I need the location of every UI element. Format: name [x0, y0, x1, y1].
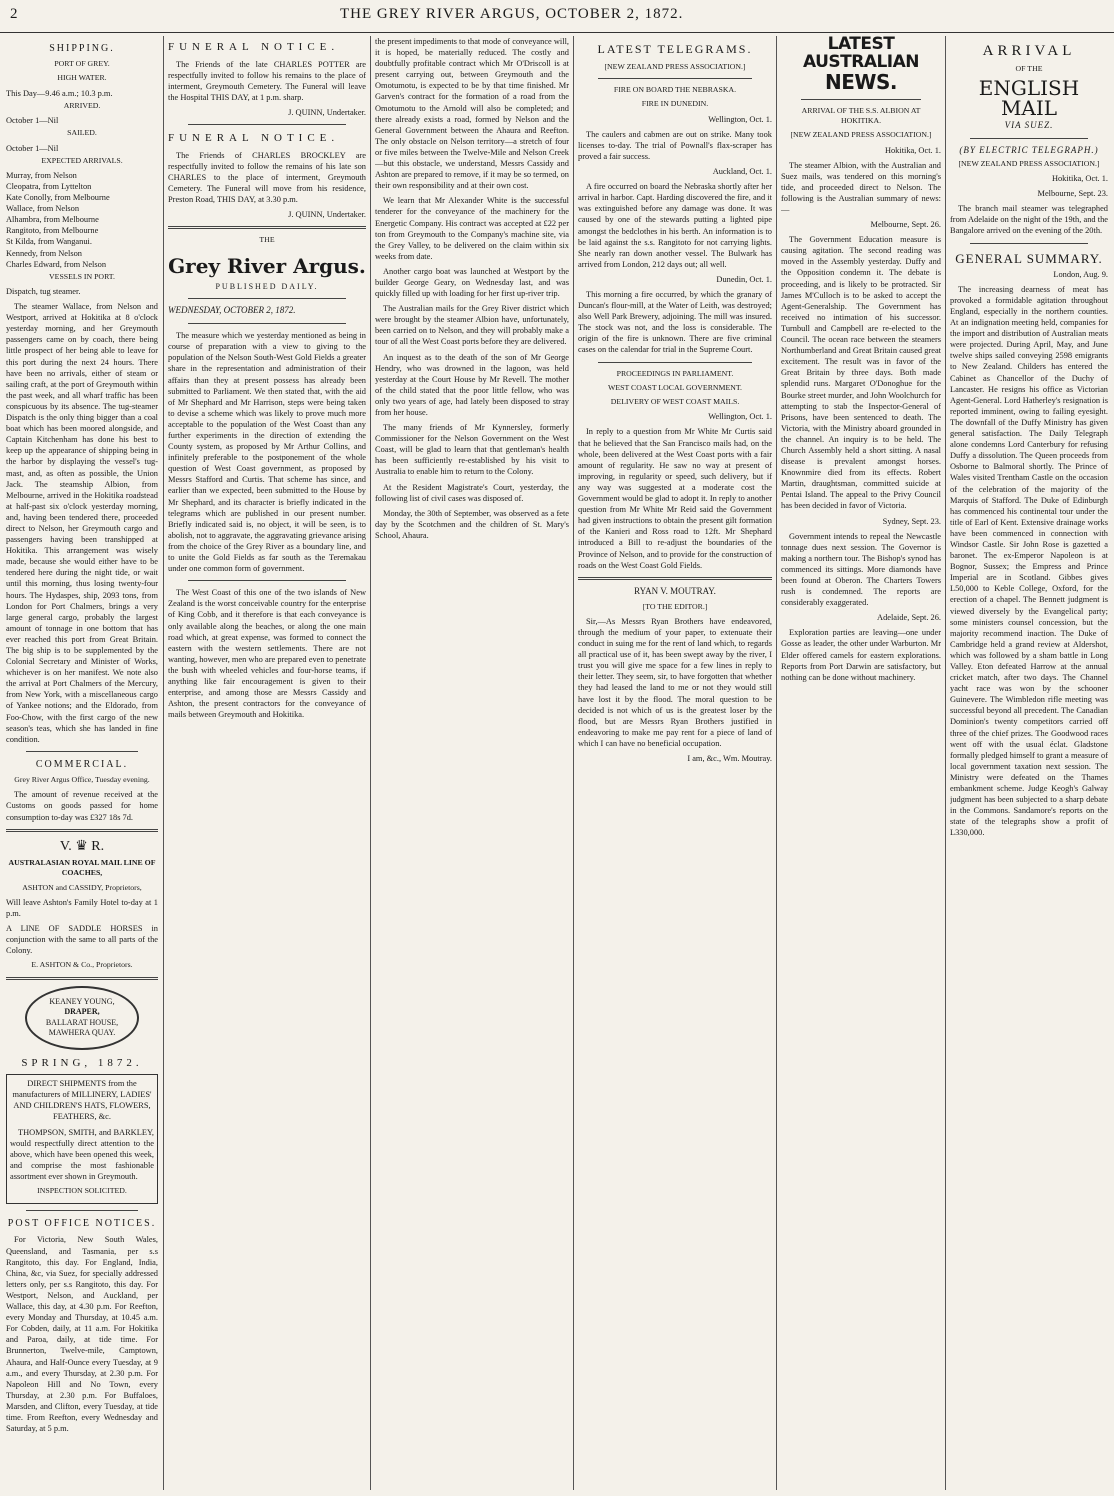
- press-association: [NEW ZEALAND PRESS ASSOCIATION.]: [604, 61, 746, 71]
- expected-item: Charles Edward, from Nelson: [6, 259, 107, 269]
- column-2: [168, 36, 366, 1490]
- stamp-mid2: BALLARAT HOUSE,: [45, 1017, 119, 1027]
- arrived-heading: ARRIVED.: [63, 100, 101, 110]
- direct-shipments: DIRECT SHIPMENTS from the manufacturers of MILLINERY, LADIES' AND CHILDREN'S HATS, FLOWERS, FEATHERS, &c.: [12, 1079, 152, 1122]
- headline: ARRIVAL OF THE S.S. ALBION AT HOKITIKA.: [801, 105, 921, 125]
- dateline: Hokitika, Oct. 1.: [884, 145, 941, 155]
- of-the: OF THE: [1015, 63, 1043, 73]
- telegram-body: The branch mail steamer was telegraphed from Adelaide on the night of the 19th, and the Bangalore arrived on the evening of the 20th.: [950, 204, 1108, 236]
- stamp-top: KEANEY YOUNG,: [49, 996, 115, 1006]
- expected-item: Kate Conolly, from Melbourne: [6, 193, 110, 203]
- funeral-notice-sign: J. QUINN, Undertaker.: [288, 209, 366, 219]
- commercial-title: COMMERCIAL.: [35, 758, 129, 770]
- expected-item: Wallace, from Nelson: [6, 204, 80, 214]
- dateline: Hokitika, Oct. 1.: [1051, 174, 1108, 184]
- divider: [801, 99, 921, 100]
- post-office-body: For Victoria, New South Wales, Queensland, and Tasmania, per s.s Rangitoto, this day. For England, India, China, &c, via Suez, for specially addressed letters only, per s.s Rangitoto, this day. For Westport, Nelson, and Auckland, per Wallace, this day, at 4.30 p.m. For Reefton, every Monday and Thursday, at 10.45 a.m. For Cobden, daily, at 11 a.m. For Hokitika and Paroa, daily, at tide time. For Brunnerton, Twelve-mile, Camptown, Ahaura, and Half-Ounce every Tuesday, at 9 a.m., and every Thursday, at 2.30 p.m. For Napoleon Hill and No Town, every Thursday, at 2.30 p.m. For Buffaloes, Marsden, and Clifton, every Tuesday, at tide time. From Reefton, every Wednesday and Saturday, at 5 p.m.: [6, 1235, 158, 1434]
- post-office-title: POST OFFICE NOTICES.: [7, 1218, 157, 1230]
- column-5: [781, 36, 941, 1490]
- news-title: NEWS.: [825, 69, 897, 94]
- sailed-heading: SAILED.: [67, 128, 97, 138]
- tide-times: This Day—9.46 a.m.; 10.3 p.m.: [6, 88, 113, 98]
- funeral-notice-body: The Friends of CHARLES BROCKLEY are respectfully invited to follow the remains of his late son CHARLES to the place of interment, Greymouth Cemetery. The Funeral will move from his residence, Preston Road, THIS DAY, at 3.30 p.m.: [168, 150, 366, 204]
- editorial-1: The measure which we yesterday mentioned as being in course of preparation with a view to giving to the population of the Nelson South-West Gold Fields a greater share in the representation and administration of their affairs than they at present possess has already been submitted to Parliament. We then stated that, with the aid of Mr Shephard and Mr Harrison, steps were being taken to devise a scheme which was likely to prove much more acceptable to the population of the West Coast than any further experiments in the direction of extending the County system, as proposed by Mr Arthur Collins, and infinitely preferable to the postponement of the whole question of West Coast government, as proposed by Messrs Stafford and Curtis. That scheme has since, and earlier than we expected, been submitted to the House by Mr Shephard, and its character is briefly indicated in the telegrams which are published in our present number. Briefly indicated said is, no object, it will be seen, is to abolish, not to aggravate, the aggravating grievance arising from the choice of the Grey River as a boundary line, and to unite the Gold Fields as far south as the Teremakau under one common form of government.: [168, 331, 366, 574]
- stamp-bottom: MAWHERA QUAY.: [48, 1028, 116, 1038]
- inspection: INSPECTION SOLICITED.: [37, 1186, 127, 1196]
- article-monday: Monday, the 30th of September, was observed as a fete day by the Scotchmen and the children of St. Mary's School, Ahaura.: [375, 508, 569, 540]
- expected-item: Alhambra, from Melbourne: [6, 215, 99, 225]
- issue-date: WEDNESDAY, OCTOBER 2, 1872.: [168, 305, 296, 316]
- royal-crest-icon: V. ♛ R.: [59, 838, 105, 854]
- divider: [188, 124, 346, 125]
- dateline: Wellington, Oct. 1.: [708, 412, 772, 422]
- latest-telegrams-title: LATEST TELEGRAMS.: [597, 42, 753, 56]
- expected-item: St Kilda, from Wanganui.: [6, 237, 92, 247]
- commercial-body: The amount of revenue received at the Customs on goods passed for home consumption to-day was £327 18s 7d.: [6, 790, 158, 822]
- saddle-horses: A LINE OF SADDLE HORSES in conjunction with the same to all parts of the Colony.: [6, 924, 158, 956]
- newspaper-logo: Grey River Argus.: [168, 254, 366, 279]
- expected-item: Murray, from Nelson: [6, 170, 77, 180]
- spring-heading: SPRING, 1872.: [21, 1056, 143, 1069]
- telegram-body: The steamer Albion, with the Australian and Suez mails, was tendered on this morning's tide, and proceeded direct to Nelson. The following is the Australian summary of news:—: [781, 160, 941, 214]
- funeral-notice-title: FUNERAL NOTICE.: [168, 41, 340, 53]
- dateline: Adelaide, Sept. 26.: [877, 613, 941, 623]
- divider: [578, 577, 772, 580]
- column-3: [375, 36, 569, 1490]
- column-rule: [370, 36, 371, 1490]
- letter-sign: I am, &c., Wm. Moutray.: [687, 753, 772, 763]
- divider: [26, 751, 138, 752]
- letter-body: Sir,—As Messrs Ryan Brothers have endeavored, through the medium of your paper, to extenuate their conduct in suing me for the rent of land which, to regards all practical use of it, has been swept away by the river, I trust you will give me space for a few lines in reply to their letter. They seem, sir, to have forgotten that whether they had leased the land to me or not they would still have lost it by the flood. The moral question to be decided is not which of us is the greatest loser by the flood, but are Messrs Ryan Brothers justified in endeavoring to make me pay rent for a piece of land of which I can have no beneficial occupation.: [578, 616, 772, 748]
- column-rule: [163, 36, 164, 1490]
- published-daily: PUBLISHED DAILY.: [215, 281, 319, 291]
- dateline: London, Aug. 9.: [1053, 269, 1108, 279]
- divider: [970, 243, 1088, 244]
- dateline: Auckland, Oct. 1.: [712, 167, 772, 177]
- ashton-sign: E. ASHTON & Co., Proprietors.: [31, 960, 133, 970]
- headline: DELIVERY OF WEST COAST MAILS.: [610, 397, 740, 407]
- column-rule: [573, 36, 574, 1490]
- coach-proprietors: ASHTON and CASSIDY, Proprietors,: [22, 882, 142, 892]
- letter-sub: [TO THE EDITOR.]: [642, 601, 708, 611]
- telegram-body: The Government Education measure is causing agitation. The second reading was moved in the Assembly yesterday. Duffy and the Opposition condemn it. The debate is proceeding, and is likely to be protracted. Sir James M'Culloch is to be asked to accept the Agent-Generalship. The Government has received no intimation of his successor. Turnbull and Campbell are re-elected to the Council. The ocean race between the steamers Northumberland and Great Britain caused great excitement. The result was in favor of the Great Britain by three days. Both made splendid runs. Margaret O'Donoghue for the Bourke street murder, and John Woolchurch for attempting to stab the Inspector-General of Prisons, have been sentenced to death. The Victoria, with the Ministry aboard grounded in the channel. An inquiry is to be held. The Church Assembly held a short sitting. A nasal disease is prevalent amongst horses. Knownmire died from its effects. Robert Martin, draughtsman, committed suicide at Pentai Island. The appeal to the Privy Council has been decided in favor of Victoria.: [781, 235, 941, 511]
- thompson-text: THOMPSON, SMITH, and BARKLEY, would respectfully direct attention to the above, which have been opened this week, and comprise the most fashionable assortment ever shown in Greymouth.: [10, 1127, 154, 1181]
- article-white: We learn that Mr Alexander White is the successful tenderer for the conveyance of the machinery for the Energetic Company. His contract was accepted at £22 per ton from Greymouth to the Company's machine site, via the Grey Valley, to be delivered on the claim within six weeks from date.: [375, 196, 569, 261]
- article-mails: The Australian mails for the Grey River district which were brought by the steamer Albion have, unfortunately, been carried on to Nelson, and they will probably make a tour of all the West Coast ports before they are delivered.: [375, 304, 569, 347]
- expected-item: Kennedy, from Nelson: [6, 248, 82, 258]
- headline: FIRE ON BOARD THE NEBRASKA.: [613, 85, 737, 95]
- telegram-body: A fire occurred on board the Nebraska shortly after her arrival in harbor. Capt. Harding discovered the fire, and it was extinguished before any damage was done. It was caused by one of the stewards putting a lighted pipe amongst the bedclothes in his berth. An information is to be laid against the s.s. Rangitoto for not carrying lights. She nearly ran down another vessel. The Bulwark has arrived from London, 212 days out; all well.: [578, 182, 772, 269]
- dateline: Sydney, Sept. 23.: [882, 516, 941, 526]
- coach-body: Will leave Ashton's Family Hotel to-day at 1 p.m.: [6, 897, 158, 918]
- column-6: [950, 36, 1108, 1490]
- commercial-sub: Grey River Argus Office, Tuesday evening.: [14, 775, 150, 785]
- vessels-heading: VESSELS IN PORT.: [49, 271, 115, 281]
- the-label: THE: [259, 235, 275, 245]
- latest-australian-title: LATEST AUSTRALIAN: [802, 36, 920, 72]
- letter-title: RYAN V. MOUTRAY.: [634, 585, 716, 596]
- divider: [168, 226, 366, 229]
- telegram-body: This morning a fire occurred, by which the granary of Duncan's flour-mill, at the Water of Leith, was destroyed; also Well Park Brewery, adjoining. The mill was insured. The stock was not, and the loss is considerable. The origin of the fire is unknown. There are five criminal cases on the calendar for trial in the Supreme Court.: [578, 289, 772, 355]
- telegram-body: The caulers and cabmen are out on strike. Many took licenses to-day. The trial of Pownall's flax-scraper has proved a fair success.: [578, 129, 772, 161]
- divider: [188, 580, 346, 581]
- funeral-notice-title: FUNERAL NOTICE.: [168, 131, 340, 144]
- headline: PROCEEDINGS IN PARLIAMENT.: [616, 368, 734, 378]
- editorial-2: The West Coast of this one of the two islands of New Zealand is the worst conceivable country for the enterprise of King Cobb, and it therefore is that each conveyance is only available along the beaches, or along the one main road which, at great expense, was formed to connect the eastern with the western settlements. There are not wanting, however, men who are prepared even to penetrate the bush with wheeled vehicles and four-horse teams, if anything like fair encouragement is given to their enterprise, and among those are Messrs Cassidy and Ashton, the present contractors for the conveyance of mails between Greymouth and Hokitika.: [168, 588, 366, 720]
- headline: WEST COAST LOCAL GOVERNMENT.: [608, 382, 742, 392]
- port-heading: PORT OF GREY.: [54, 59, 110, 69]
- shipping-body: The steamer Wallace, from Nelson and Westport, arrived at Hokitika at 8 o'clock yesterday morning, and her Greymouth passengers came on by coach, there being little prospect of her being able to leave for this port during the next 24 hours. There have been no arrivals, either of steam or sailing craft, at the port of Greymouth within the past week, and all wharf traffic has been conspicuous by its absence. The tug-steamer Dispatch is the only thing bigger than a coal boat which has been moored alongside, and Captain Kitchenham has done his best to keep up the appearance of shipping being in the harbor by displaying the vessel's tug-mast, and, as often as possible, the Union Jack. The steamship Albion, from Melbourne, arrived in the Hokitika roadstead at half-past six o'clock yesterday morning, and, having been tendered there, proceeded direct to Nelson, her Greymouth cargo and passengers having been transhipped at Hokitika. This arrangement was wisely made, because she would either have to be tendered here during the night tide, or wait until this morning, thus losing twenty-four hours. The Hydaspes, ship, 2093 tons, from London for Port Chalmers, brings a very large general cargo, probably the largest amount of tonnage in one bottom that has ever reached this port from Great Britain. The big ship is to be supplemented by the Colonial Secretary and Minister of Works, whichever is on her manifest. We note also the arrival at Port Chalmers of the Mercury, from New York, with a miscellaneous cargo of Yankee notions; and the Eldorado, from Foo-Chow, with the first cargo of the new season's teas, which she has landed in fine condition.: [6, 302, 158, 744]
- page-number: 2: [10, 6, 19, 22]
- divider: [6, 829, 158, 832]
- divider: [26, 1210, 138, 1211]
- expected-heading: EXPECTED ARRIVALS.: [41, 155, 123, 165]
- summary-body: The increasing dearness of meat has provoked a formidable agitation throughout England, especially in the northern counties. At an indignation meeting held, companies for the import and distribution of Australian meats were projected. During April, May, and June twelve ships sailed conveying 2598 emigrants to New Zealand. Childers has entered the Cabinet as Chancellor of the Duchy of Lancaster. He resigns his office as Victorian Agent-General. Lord Hatherley's resignation is reported imminent, owing to failing eyesight. The downfall of the Duffy Ministry has given general satisfaction. The Daily Telegraph alone condemns Lord Canterbury for refusing Duffy a dissolution. The Queen proceeds from Osborne to Balmoral shortly. The Prince of Wales visited Trentham Castle on the occasion of the celebration of the majority of the Marquis of Stafford. The Duke of Edinburgh has commenced his continental tour under the title of Earl of Kent. Extensive drainage works have been commenced in connection with Windsor Castle. Sir John Rose is gazetted a baronet. The ex-Emperor Napoleon is at Bognor, Sussex; the Empress and Prince Imperial are in Scotland. Gibbes gives L50,000 to Keble College, Oxford, for the erection of a chapel. The Bennett judgment is viewed diversely by the Evangelical party; some ministers counsel concession, but the majority recommend inaction. The Duke of Cambridge held a grand review at Aldershot, which was followed by a sham battle in Long Valley. Eton defeated Harrow at the annual cricket match, after two days. The Channel yacht race was won by the schooner Guinevere. The Wimbledon rifle meeting was successful beyond all precedent. The Canadian Dominion's twenty competitors carried off three of the chief prizes. The Goodwood races went off with the usual éclat. Gladstone formally pledged himself to grant a measure of local government taxation next session. The Ministry were defeated on the Thames embankment scheme. Judge Keogh's Galway judgment has been subjected to a sharp debate in the Commons. Sandamore's reports on the state of the telegraphs show a profit of L330,000.: [950, 284, 1108, 838]
- arrival-title: ARRIVAL: [982, 43, 1076, 59]
- column-rule: [945, 36, 946, 1490]
- press-association: [NEW ZEALAND PRESS ASSOCIATION.]: [790, 130, 932, 140]
- article-inquest: An inquest as to the death of the son of Mr George Hendry, who was drowned in the lagoon, was held yesterday at the Court House by Mr Revell. The mother of the child stated that the poor little fellow, who was only two years of age, had lately been disposed to stray from her house.: [375, 352, 569, 417]
- divider: [188, 298, 346, 299]
- telegram-body: Exploration parties are leaving—one under Gosse as leader, the other under Warburton. Mr Elder offered camels for eastern explorations. Reports from Port Darwin are satisfactory, but nothing can be done without machinery.: [781, 628, 941, 682]
- telegram-body: In reply to a question from Mr White Mr Curtis said that he believed that the San Francisco mails had, on the whole, been delivered at the West Coast ports with a fair amount of regularity. He saw no way at present of improving, in regularity or speed, such delivery, but if any way was suggested at a moderate cost the Government would be glad to adopt it. In reply to another question from Mr White Mr Reid said the Government had given instructions to obtain the present gilt formation of the Kanieri and Ross road to 12ft. Mr Shephard introduced a Bill to re-adjust the boundaries of the Province of Nelson, and to provide for the construction of roads on the West Coast Gold Fields.: [578, 427, 772, 570]
- millinery-ad: [6, 1074, 158, 1204]
- by-telegraph: (BY ELECTRIC TELEGRAPH.): [959, 144, 1099, 155]
- divider: [970, 138, 1088, 139]
- article-cargo: Another cargo boat was launched at Westport by the builder George Geary, on Wednesday last, and was quickly filled up with loading for her first up-river trip.: [375, 266, 569, 299]
- column-rule: [776, 36, 777, 1490]
- english-mail-title: ENGLISH MAIL: [978, 76, 1080, 121]
- vessels-text: Dispatch, tug steamer.: [6, 287, 81, 296]
- stamp-mid: DRAPER,: [64, 1007, 100, 1017]
- expected-item: Cleopatra, from Lyttelton: [6, 181, 92, 191]
- coach-title: AUSTRALASIAN ROYAL MAIL LINE OF COACHES,: [8, 858, 156, 878]
- dateline: Melbourne, Sept. 23.: [1037, 189, 1108, 199]
- funeral-notice-body: The Friends of the late CHARLES POTTER are respectfully invited to follow his remains to the place of interment, Greymouth Cemetery. The Funeral will leave the Hospital THIS DAY, at 1 p.m. sharp.: [168, 59, 366, 102]
- funeral-notice-sign: J. QUINN, Undertaker.: [288, 107, 366, 117]
- sailed-text: October 1—Nil: [6, 143, 59, 153]
- headline: FIRE IN DUNEDIN.: [641, 99, 709, 109]
- high-water-heading: HIGH WATER.: [57, 73, 107, 83]
- press-association: [NEW ZEALAND PRESS ASSOCIATION.]: [958, 158, 1100, 168]
- article-body: the present impediments to that mode of conveyance will, it is hoped, be materially reduced. The costly and doubtfully profitable contract which Mr O'Driscoll is at present carrying out, between Greymouth and the Omotumotu, is expected to be by that time finished. Mr Garven's contract for the formation of a road from the Omotumotu to the Arnold will also be completed; and there already exists a road, formed by Nelson and the General Government between the Ahaura and Reefton. The only obstacle on Nelson territory—a stretch of four or five miles between the Twelve-Mile and Nelson Creek—but this obstacle, we understand, Messrs Cassidy and Ashton are prepared to remove, if it may be so termed, on their own responsibility and at their own cost.: [375, 37, 569, 191]
- draper-stamp: [25, 986, 139, 1050]
- telegram-body: Government intends to repeal the Newcastle tonnage dues next session. The Governor is making a northern tour. The Bishop's synod has commenced its sittings. More diamonds have been found at Oberon. The Charters Towers rush is condemned. The reports are considerably exaggerated.: [781, 531, 941, 608]
- paper-title: THE GREY RIVER ARGUS, OCTOBER 2, 1872.: [340, 6, 684, 22]
- masthead: [0, 0, 1114, 33]
- via-suez: VIA SUEZ.: [1004, 120, 1054, 131]
- expected-item: Rangitoto, from Melbourne: [6, 226, 99, 236]
- article-kynnersley: The many friends of Mr Kynnersley, formerly Commissioner for the Nelson Government on the West Coast, will be glad to learn that that gentleman's health has been sufficiently re-established by his visit to Australia to enable him to return to the Colony.: [375, 423, 569, 477]
- column-1: [6, 36, 158, 1490]
- dateline: Dunedin, Oct. 1.: [716, 274, 772, 284]
- column-4: [578, 36, 772, 1490]
- dateline: Wellington, Oct. 1.: [708, 114, 772, 124]
- general-summary-title: GENERAL SUMMARY.: [955, 250, 1103, 266]
- divider: [598, 78, 752, 79]
- shipping-title: SHIPPING.: [49, 43, 115, 54]
- arrived-text: October 1—Nil: [6, 116, 59, 126]
- divider: [6, 977, 158, 980]
- divider: [188, 323, 346, 324]
- article-resident: At the Resident Magistrate's Court, yesterday, the following list of civil cases was disposed of.: [375, 482, 569, 503]
- dateline: Melbourne, Sept. 26.: [870, 220, 941, 230]
- divider: [598, 362, 752, 363]
